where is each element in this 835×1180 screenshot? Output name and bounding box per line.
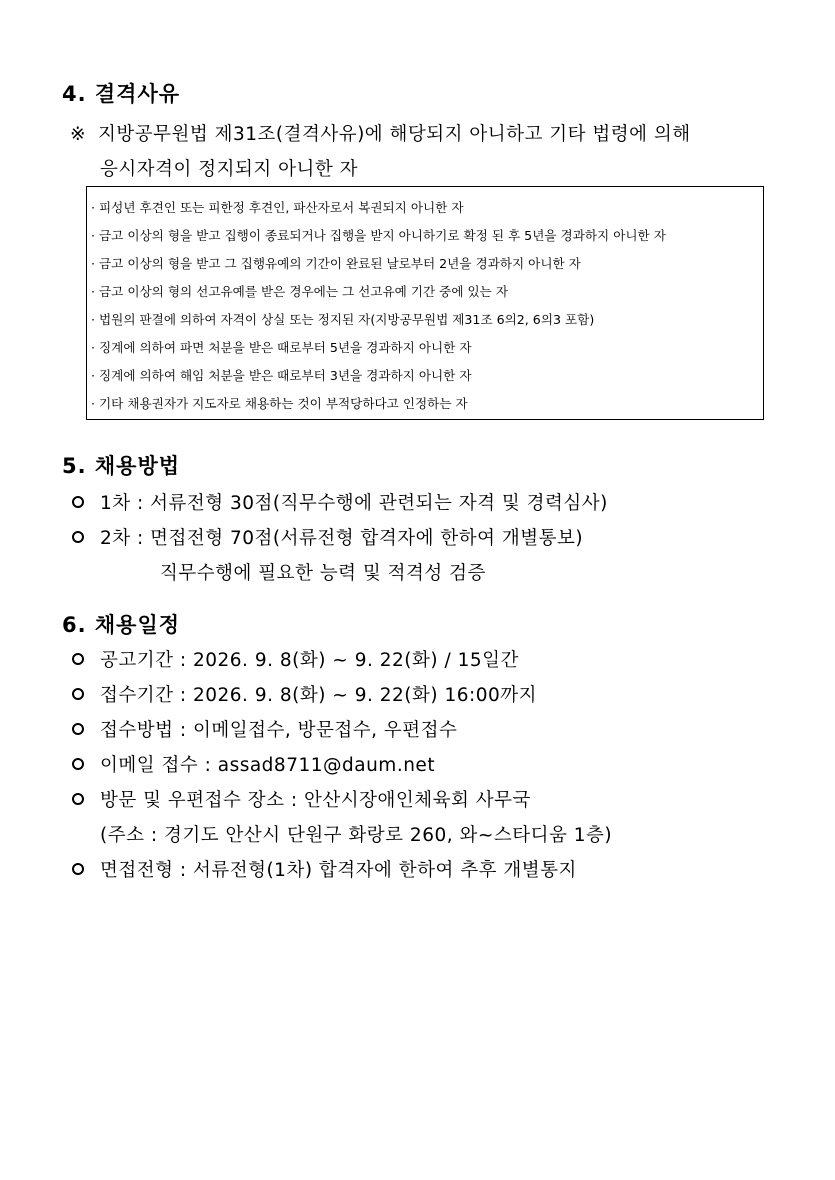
section-6-line1: 공고기간 : 2026. 9. 8(화) ~ 9. 22(화) / 15일간 (100, 650, 519, 671)
reference-mark: ※ (70, 124, 87, 145)
section-6-line6: 면접전형 : 서류전형(1차) 합격자에 한하여 추후 개별통지 (100, 860, 577, 881)
bullet-circle-icon (72, 793, 84, 805)
bullet-circle-icon (72, 688, 84, 700)
section-6-line4: 이메일 접수 : assad8711@daum.net (100, 755, 436, 776)
section-5-item (72, 524, 583, 550)
section-4-note-line1: 지방공무원법 제31조(결격사유)에 해당되지 아니하고 기타 법령에 의해 (98, 124, 691, 145)
section-4-heading: 4. 결격사유 (62, 82, 181, 106)
disqualification-item: · 금고 이상의 형을 받고 그 집행유예의 기간이 완료된 날로부터 2년을 경과하지 아니한 자 (91, 256, 581, 271)
section-6-item (72, 646, 519, 672)
section-6-item (72, 786, 531, 812)
section-6-heading: 6. 채용일정 (62, 613, 181, 637)
disqualification-item: · 금고 이상의 형을 받고 집행이 종료되거나 집행을 받지 아니하기로 확정 된 후 5년을 경과하지 아니한 자 (91, 228, 666, 243)
section-5-item (72, 489, 608, 515)
section-6-line2: 접수기간 : 2026. 9. 8(화) ~ 9. 22(화) 16:00까지 (100, 685, 538, 706)
disqualification-item: · 기타 채용권자가 지도자로 채용하는 것이 부적당하다고 인정하는 자 (91, 396, 468, 411)
bullet-circle-icon (72, 531, 84, 543)
section-6-line5-cont: (주소 : 경기도 안산시 단원구 화랑로 260, 와~스타디움 1층) (100, 825, 613, 846)
section-6-item (72, 856, 577, 882)
section-4-note (70, 120, 691, 146)
disqualification-item: · 피성년 후견인 또는 피한정 후견인, 파산자로서 복권되지 아니한 자 (91, 200, 464, 215)
bullet-circle-icon (72, 863, 84, 875)
disqualification-item: · 금고 이상의 형의 선고유예를 받은 경우에는 그 선고유예 기간 중에 있는 자 (91, 284, 509, 299)
section-5-heading: 5. 채용방법 (62, 454, 181, 478)
section-5-line2-cont: 직무수행에 필요한 능력 및 적격성 검증 (160, 563, 486, 584)
disqualification-item: · 징계에 의하여 해임 처분을 받은 때로부터 3년을 경과하지 아니한 자 (91, 368, 472, 383)
section-4-note-line2: 응시자격이 정지되지 아니한 자 (100, 159, 358, 180)
section-6-line5: 방문 및 우편접수 장소 : 안산시장애인체육회 사무국 (100, 790, 531, 811)
disqualification-item: · 징계에 의하여 파면 처분을 받은 때로부터 5년을 경과하지 아니한 자 (91, 340, 472, 355)
bullet-circle-icon (72, 496, 84, 508)
bullet-circle-icon (72, 758, 84, 770)
section-5-line2: 2차 : 면접전형 70점(서류전형 합격자에 한하여 개별통보) (100, 528, 584, 549)
section-6-item (72, 751, 435, 777)
section-6-line3: 접수방법 : 이메일접수, 방문접수, 우편접수 (100, 720, 458, 741)
disqualification-box (86, 186, 764, 420)
section-6-item (72, 681, 537, 707)
bullet-circle-icon (72, 723, 84, 735)
section-5-line1: 1차 : 서류전형 30점(직무수행에 관련되는 자격 및 경력심사) (100, 493, 608, 514)
bullet-circle-icon (72, 653, 84, 665)
disqualification-item: · 법원의 판결에 의하여 자격이 상실 또는 정지된 자(지방공무원법 제31조 6의2, 6의3 포함) (91, 312, 595, 327)
section-6-item (72, 716, 457, 742)
